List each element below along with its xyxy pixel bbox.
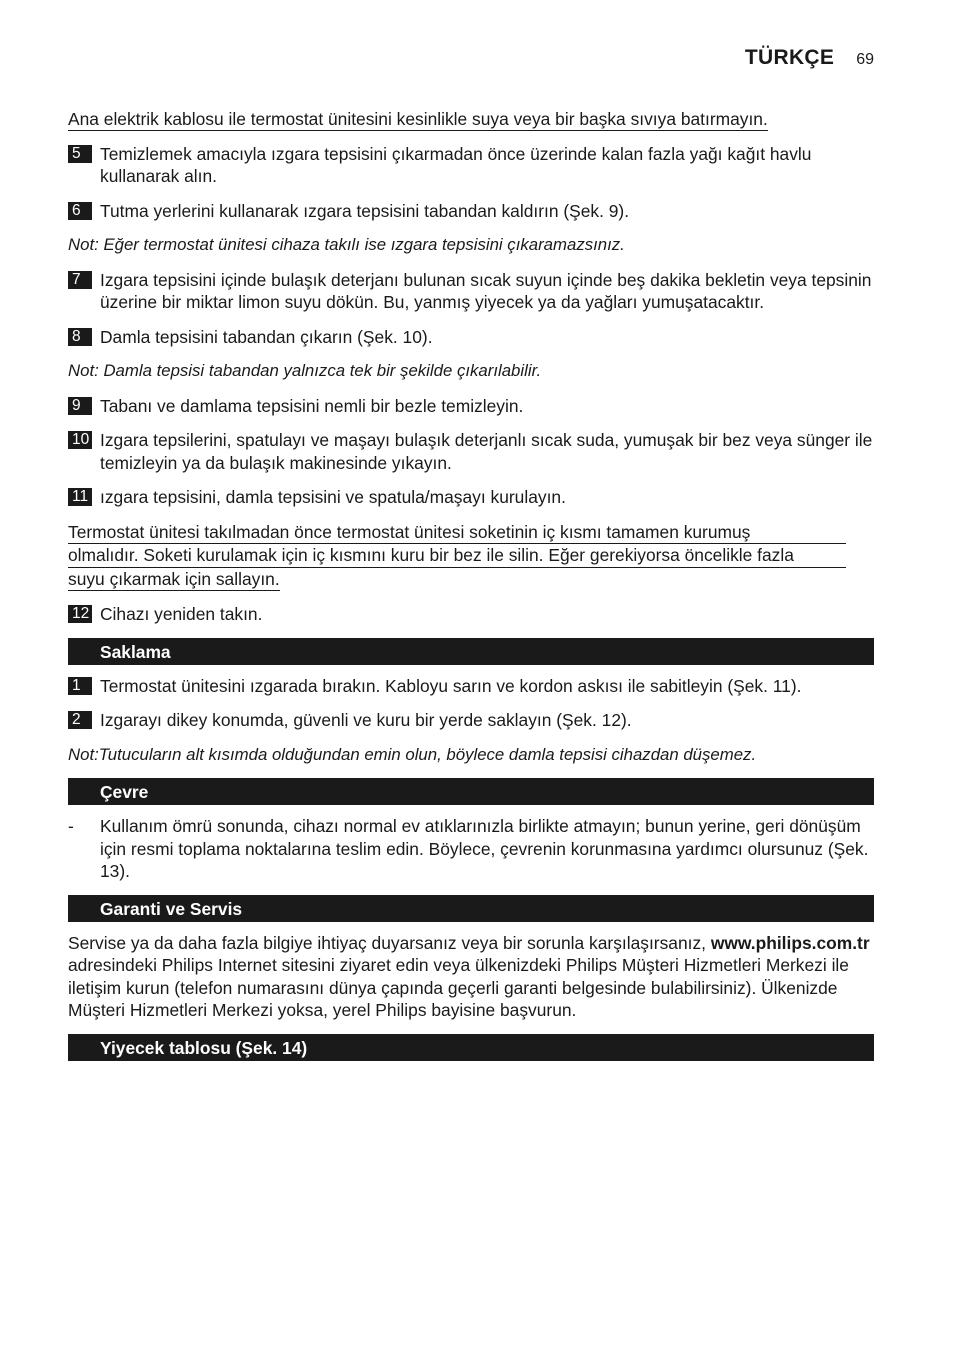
step-7	[68, 269, 874, 314]
storage-note: Not:Tutucuların alt kısımda olduğundan emin olun, böylece damla tepsisi cihazdan düşemez.	[68, 744, 757, 764]
warning-mid-line: olmalıdır. Soketi kurulamak için iç kısmını kuru bir bez ile silin. Eğer gerekiyorsa öncelikle fazla	[68, 544, 846, 568]
step-9	[68, 395, 874, 418]
section-header-environment: Çevre	[68, 778, 874, 805]
step-number: 1	[68, 677, 92, 695]
step-number: 9	[68, 397, 92, 415]
warning-top-text: Ana elektrik kablosu ile termostat ünitesini kesinlikle suya veya bir başka sıvıya batırmayın.	[68, 109, 768, 129]
step-text: Izgara tepsisini içinde bulaşık deterjanı bulunan sıcak suyun içinde beş dakika bekletin veya tepsinin üzerine bir miktar limon suyu dökün. Bu, yanmış yiyecek ya da yağları yumuşatacaktır.	[100, 269, 872, 312]
warranty-text-before: Servise ya da daha fazla bilgiye ihtiyaç duyarsanız veya bir sorunla karşılaşırsanız,	[68, 932, 711, 953]
philips-url-link[interactable]: www.philips.com.tr	[710, 932, 870, 953]
step-10	[68, 429, 874, 474]
warning-mid-line: suyu çıkarmak için sallayın.	[68, 568, 280, 592]
step-text: Tabanı ve damlama tepsisini nemli bir bezle temizleyin.	[100, 395, 524, 416]
step-number: 8	[68, 328, 92, 346]
step-5	[68, 143, 874, 188]
step-number: 5	[68, 145, 92, 163]
step-text: ızgara tepsisini, damla tepsisini ve spatula/maşayı kurulayın.	[100, 487, 566, 507]
page-content	[68, 108, 874, 1071]
storage-step-2	[68, 709, 874, 732]
step-number: 7	[68, 271, 92, 289]
step-number: 2	[68, 711, 92, 729]
step-number: 10	[68, 431, 92, 449]
page-number: 69	[856, 51, 874, 68]
note-1: Not: Eğer termostat ünitesi cihaza takılı ise ızgara tepsisini çıkaramazsınız.	[68, 235, 625, 254]
bullet-marker: -	[68, 816, 74, 836]
warranty-paragraph	[68, 932, 874, 1022]
step-8	[68, 326, 874, 349]
warning-top	[68, 108, 874, 131]
section-header-food-table: Yiyecek tablosu (Şek. 14)	[68, 1034, 874, 1061]
step-text: Damla tepsisini tabandan çıkarın (Şek. 10).	[100, 326, 433, 347]
step-number: 11	[68, 488, 92, 506]
warning-mid	[68, 521, 874, 592]
bullet-text: Kullanım ömrü sonunda, cihazı normal ev atıklarınızla birlikte atmayın; bunun yerine, geri dönüşüm için resmi toplama noktalarına teslim edin. Böylece, çevrenin korunmasına yardımcı olursunuz (Şek. 13).	[100, 816, 869, 881]
step-number: 12	[68, 605, 92, 623]
step-text: Izgara tepsilerini, spatulayı ve maşayı bulaşık deterjanlı sıcak suda, yumuşak bir bez veya sünger ile temizleyin ya da bulaşık makinesinde yıkayın.	[100, 430, 873, 473]
environment-bullet	[68, 815, 874, 883]
warning-mid-line: Termostat ünitesi takılmadan önce termostat ünitesi soketinin iç kısmı tamamen kurumuş	[68, 521, 846, 545]
note-2: Not: Damla tepsisi tabandan yalnızca tek bir şekilde çıkarılabilir.	[68, 361, 542, 380]
step-text: Cihazı yeniden takın.	[100, 604, 263, 624]
step-11	[68, 486, 874, 509]
section-header-warranty: Garanti ve Servis	[68, 895, 874, 922]
step-text: Tutma yerlerini kullanarak ızgara tepsisini tabandan kaldırın (Şek. 9).	[100, 200, 630, 221]
storage-step-1	[68, 675, 874, 698]
page-header	[745, 47, 874, 72]
step-6	[68, 200, 874, 223]
step-text: Termostat ünitesini ızgarada bırakın. Kabloyu sarın ve kordon askısı ile sabitleyin (Şek. 11).	[100, 675, 802, 696]
warranty-text-after: adresindeki Philips Internet sitesini ziyaret edin veya ülkenizdeki Philips Müşteri Hizmetleri Merkezi ile iletişim kurun (telefon numarasını dünya çapında geçerli garanti belgesinde bulabilirsiniz). Ülkenizde Müşteri Hizmetleri Merkezi yoksa, yerel Philips bayisine başvurun.	[68, 955, 849, 1020]
step-number: 6	[68, 202, 92, 220]
section-header-storage: Saklama	[68, 638, 874, 665]
step-12	[68, 603, 874, 626]
step-text: Izgarayı dikey konumda, güvenli ve kuru bir yerde saklayın (Şek. 12).	[100, 710, 632, 730]
step-text: Temizlemek amacıyla ızgara tepsisini çıkarmadan önce üzerinde kalan fazla yağı kağıt havlu kullanarak alın.	[100, 143, 812, 186]
language-label: TÜRKÇE	[744, 46, 835, 69]
